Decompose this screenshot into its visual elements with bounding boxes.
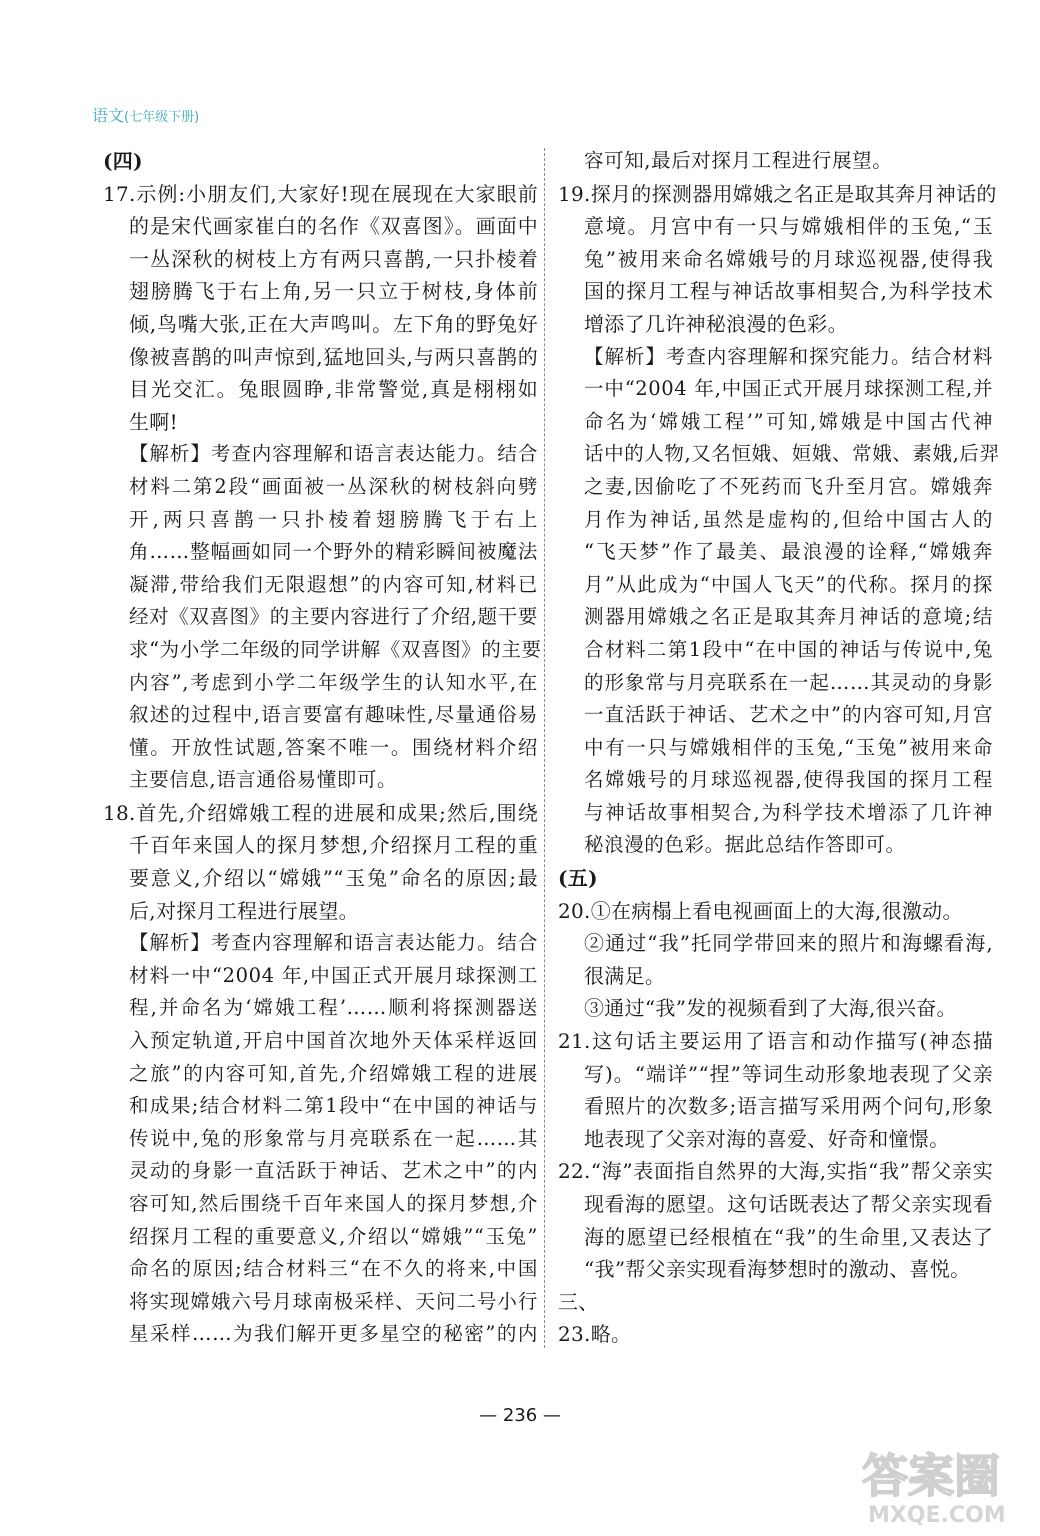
- right-text-line: 23.略。: [558, 1322, 632, 1347]
- right-text-line: 兔”被用来命名嫦娥号的月球巡视器,使得我: [584, 246, 993, 271]
- left-text-line: 17.示例:小朋友们,大家好!现在展现在大家眼前: [103, 181, 538, 206]
- right-text-line: “我”帮父亲实现看海梦想时的激动、喜悦。: [584, 1257, 971, 1282]
- right-text-line: 命名为‘嫦娥工程’”可知,嫦娥是中国古代神: [584, 409, 993, 433]
- watermark-logo: [858, 1440, 1028, 1530]
- left-text-line: 程,并命名为‘嫦娥工程’……顺利将探测器送: [129, 996, 538, 1020]
- left-text-line: 的是宋代画家崔白的名作《双喜图》。画面中: [129, 214, 538, 239]
- right-text-line: 【解析】考查内容理解和探究能力。结合材料: [584, 344, 993, 368]
- left-text-line: 像被喜鹊的叫声惊到,猛地回头,与两只喜鹊的: [129, 344, 538, 369]
- left-text-line: 懂。开放性试题,答案不唯一。围绕材料介绍: [129, 735, 538, 759]
- left-text-line: 和成果;结合材料二第1段中“在中国的神话与: [129, 1094, 538, 1118]
- right-text-line: “飞天梦”作了最美、最浪漫的诠释,“嫦娥奔: [584, 540, 993, 564]
- right-text-line: 测器用嫦娥之名正是取其奔月神话的意境;结: [584, 605, 993, 629]
- left-text-line: 倾,鸟嘴大张,正在大声鸣叫。左下角的野兔好: [129, 311, 538, 336]
- right-text-line: 很满足。: [584, 963, 666, 988]
- left-text-line: 求“为小学二年级的同学讲解《双喜图》的主要: [129, 637, 542, 661]
- left-text-line: 角……整幅画如同一个野外的精彩瞬间被魔法: [129, 540, 538, 564]
- right-text-line: ③通过“我”发的视频看到了大海,很兴奋。: [584, 996, 957, 1021]
- page-number: — 236 —: [479, 1405, 561, 1426]
- left-text-line: 【解析】考查内容理解和语言表达能力。结合: [129, 931, 538, 955]
- left-text-line: 命名的原因;结合材料三“在不久的将来,中国: [129, 1257, 538, 1281]
- right-text-line: 22.“海”表面指自然界的大海,实指“我”帮父亲实: [558, 1159, 993, 1184]
- right-text-line: 看照片的次数多;语言描写采用两个问句,形象: [584, 1094, 993, 1119]
- left-text-line: 之旅”的内容可知,首先,介绍嫦娥工程的进展: [129, 1061, 538, 1085]
- left-text-line: 生啊!: [129, 409, 178, 434]
- left-text-line: 【解析】考查内容理解和语言表达能力。结合: [129, 442, 538, 466]
- left-text-line: 开,两只喜鹊一只扑棱着翅膀腾飞于右上: [129, 507, 538, 531]
- left-text-line: 传说中,兔的形象常与月亮联系在一起……其: [129, 1126, 538, 1150]
- left-text-line: 内容”,考虑到小学二年级学生的认知水平,在: [129, 670, 538, 694]
- left-text-line: 翅膀腾飞于右上角,另一只立于树枝,身体前: [129, 279, 538, 304]
- right-text-line: 合材料二第1段中“在中国的神话与传说中,兔: [584, 637, 993, 661]
- right-text-line: 地表现了父亲对海的喜爱、好奇和憧憬。: [584, 1126, 950, 1151]
- right-text-line: 之妻,因偷吃了不死药而飞升至月宫。嫦娥奔: [584, 474, 993, 498]
- right-text-line: 容可知,最后对探月工程进行展望。: [584, 149, 893, 172]
- left-text-line: 要意义,介绍以“嫦娥”“玉兔”命名的原因;最: [129, 866, 538, 891]
- column-divider: [544, 148, 545, 1348]
- watermark-text: 答案圈: [862, 1449, 1000, 1503]
- right-text-line: 秘浪漫的色彩。据此总结作答即可。: [584, 833, 906, 857]
- left-text-line: 容可知,然后围绕千百年来国人的探月梦想,介: [129, 1192, 538, 1215]
- left-text-line: 18.首先,介绍嫦娥工程的进展和成果;然后,围绕: [103, 800, 538, 825]
- right-text-line: 一中“2004 年,中国正式开展月球探测工程,并: [584, 377, 993, 401]
- right-text-line: 与神话故事相契合,为科学技术增添了几许神: [584, 800, 993, 824]
- right-text-line: 21.这句话主要运用了语言和动作描写(神态描: [558, 1029, 993, 1054]
- right-text-line: 月”从此成为“中国人飞天”的代称。探月的探: [584, 572, 993, 596]
- right-text-line: 的形象常与月亮联系在一起……其灵动的身影: [584, 670, 993, 694]
- right-text-line: 月作为神话,虽然是虚构的,但给中国古人的: [584, 507, 993, 531]
- right-text-line: 话中的人物,又名恒娥、姮娥、常娥、素娥,后羿: [584, 442, 1000, 466]
- left-text-line: 绍探月工程的重要意义,介绍以“嫦娥”“玉兔”: [129, 1224, 538, 1248]
- left-text-line: (四): [103, 149, 143, 173]
- watermark-sub: MXQE.COM: [868, 1503, 1006, 1528]
- left-text-line: 材料二第2段“画面被一丛深秋的树枝斜向劈: [129, 474, 538, 498]
- left-text-line: 材料一中“2004 年,中国正式开展月球探测工: [129, 963, 538, 987]
- right-text-line: 写)。“端详”“捏”等词生动形象地表现了父亲: [584, 1061, 993, 1086]
- left-text-line: 灵动的身影一直活跃于神话、艺术之中”的内: [129, 1159, 538, 1183]
- left-text-line: 凝滞,带给我们无限遐想”的内容可知,材料已: [129, 572, 538, 596]
- right-text-line: 20.①在病榻上看电视画面上的大海,很激动。: [558, 898, 963, 923]
- right-text-line: 三、: [558, 1289, 599, 1314]
- left-text-line: 星采样……为我们解开更多星空的秘密”的内: [129, 1322, 538, 1346]
- page-header: [92, 103, 199, 126]
- left-text-line: 一丛深秋的树枝上方有两只喜鹊,一只扑棱着: [129, 246, 538, 271]
- left-text-line: 经对《双喜图》的主要内容进行了介绍,题干要: [129, 605, 538, 629]
- left-text-line: 叙述的过程中,语言要富有趣味性,尽量通俗易: [129, 703, 538, 727]
- left-text-line: 将实现嫦娥六号月球南极采样、天问二号小行: [129, 1289, 538, 1313]
- right-text-line: 中有一只与嫦娥相伴的玉兔,“玉兔”被用来命: [584, 735, 993, 759]
- right-text-line: 增添了几许神秘浪漫的色彩。: [584, 311, 848, 336]
- right-column: [558, 145, 1000, 1351]
- left-text-line: 后,对探月工程进行展望。: [129, 898, 359, 923]
- left-text-line: 目光交汇。兔眼圆睁,非常警觉,真是栩栩如: [129, 377, 538, 402]
- left-text-line: 主要信息,语言通俗易懂即可。: [129, 768, 398, 792]
- right-text-line: 名嫦娥号的月球巡视器,使得我国的探月工程: [584, 768, 993, 792]
- right-text-line: (五): [558, 866, 598, 891]
- header-subject: 语文: [92, 106, 125, 125]
- left-column: [103, 145, 542, 1351]
- right-text-line: 一直活跃于神话、艺术之中”的内容可知,月宫: [584, 703, 993, 727]
- right-text-line: ②通过“我”托同学带回来的照片和海螺看海,: [584, 931, 993, 956]
- left-text-line: 千百年来国人的探月梦想,介绍探月工程的重: [129, 833, 538, 858]
- right-text-line: 意境。月宫中有一只与嫦娥相伴的玉兔,“玉: [584, 214, 993, 239]
- right-text-line: 19.探月的探测器用嫦娥之名正是取其奔月神话的: [558, 181, 997, 206]
- right-text-line: 国的探月工程与神话故事相契合,为科学技术: [584, 279, 993, 304]
- header-grade: (七年级下册): [124, 110, 200, 125]
- right-text-line: 现看海的愿望。这句话既表达了帮父亲实现看: [584, 1192, 993, 1216]
- left-text-line: 入预定轨道,开启中国首次地外天体采样返回: [129, 1029, 538, 1053]
- right-text-line: 海的愿望已经根植在“我”的生命里,又表达了: [584, 1224, 993, 1249]
